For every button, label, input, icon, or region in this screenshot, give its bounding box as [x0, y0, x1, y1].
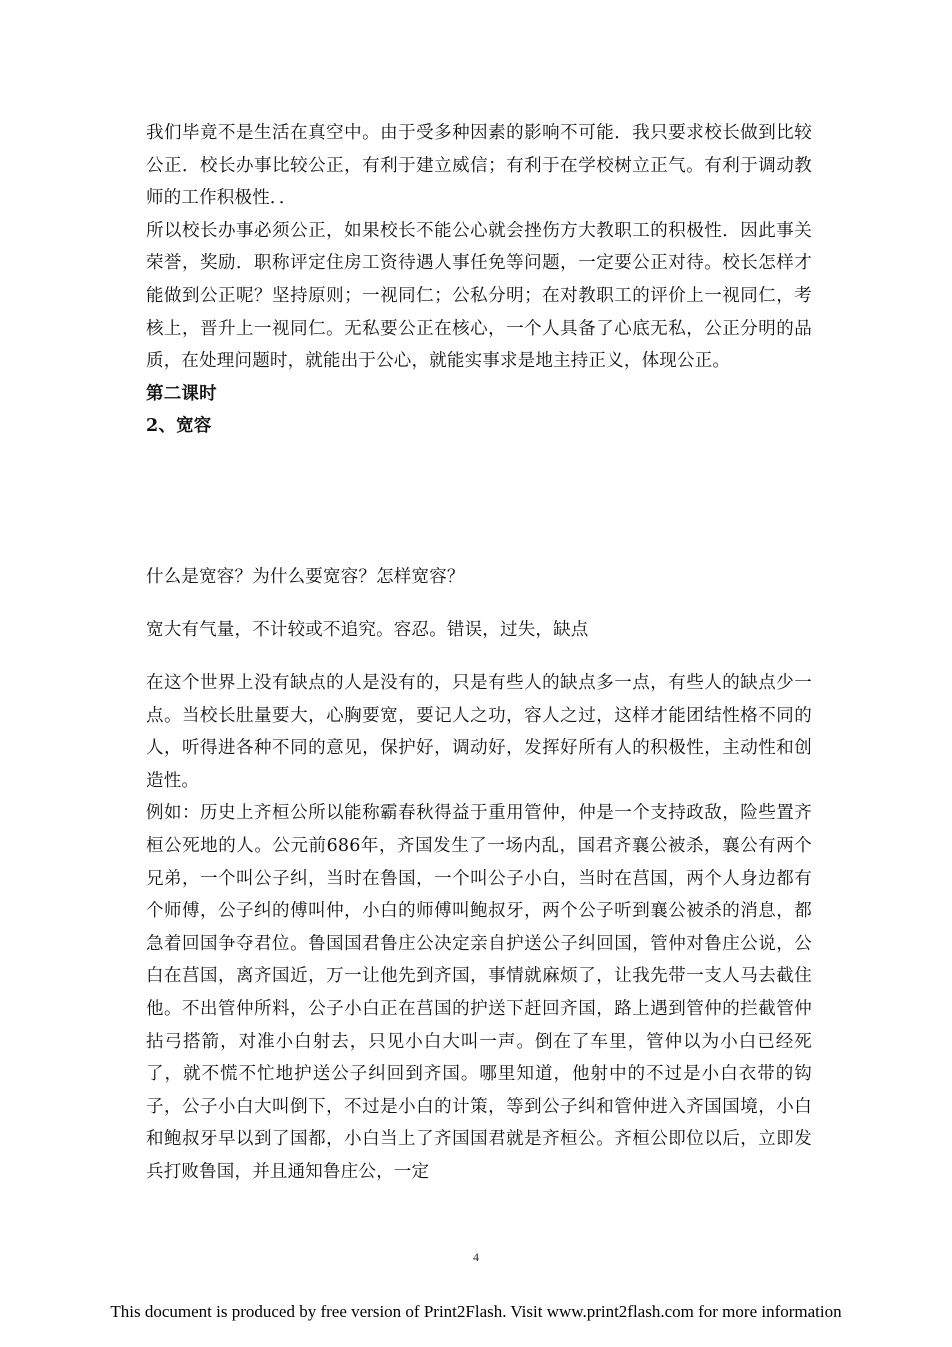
intro-section: [146, 117, 812, 443]
print2flash-footer: This document is produced by free version of Print2Flash. Visit www.print2flash.com for more information: [110, 1302, 842, 1321]
definition-line: [146, 614, 812, 647]
paragraph-tolerance-1: 在这个世界上没有缺点的人是没有的，只是有些人的缺点多一点，有些人的缺点少一点。当校长肚量要大，心胸要宽，要记人之功，容人之过，这样才能团结性格不同的人，听得进各种不同的意见，保护好，调动好，发挥好所有人的积极性，主动性和创造性。: [146, 673, 812, 791]
heading-second-lesson: 第二课时: [146, 383, 217, 404]
paragraph-question: 什么是宽容？为什么要宽容？怎样宽容？: [146, 567, 465, 587]
paragraph-fairness-2: 所以校长办事必须公正，如果校长不能公心就会挫伤方大教职工的积极性．因此事关荣誉，奖励．职称评定住房工资待遇人事任免等问题，一定要公正对待。校长怎样才能做到公正呢？坚持原则；一视同仁；公私分明；在对教职工的评价上一视同仁，考核上，晋升上一视同仁。无私要公正在核心，一个人具备了心底无私，公正分明的品质，在处理问题时，就能出于公心，就能实事求是地主持正义，体现公正。: [146, 220, 812, 372]
body-section: [146, 667, 812, 1189]
paragraph-definition: 宽大有气量，不计较或不追究。容忍。错误，过失，缺点: [146, 620, 589, 640]
heading-tolerance: 2、宽容: [146, 416, 212, 437]
paragraph-fairness-1: 我们毕竟不是生活在真空中。由于受多种因素的影响不可能．我只要求校长做到比较公正．校长办事比较公正，有利于建立威信；有利于在学校树立正气。有利于调动教师的工作积极性．．: [146, 123, 812, 209]
paragraph-example: 例如：历史上齐桓公所以能称霸春秋得益于重用管仲，仲是一个支持政敌，险些置齐桓公死地的人。公元前686年，齐国发生了一场内乱，国君齐襄公被杀，襄公有两个兄弟，一个叫公子纠，当时在鲁国，一个叫公子小白，当时在莒国，两个人身边都有个师傅，公子纠的傅叫仲，小白的师傅叫鲍叔牙，两个公子听到襄公被杀的消息，都急着回国争夺君位。鲁国国君鲁庄公决定亲自护送公子纠回国，管仲对鲁庄公说，公白在莒国，离齐国近，万一让他先到齐国，事情就麻烦了，让我先带一支人马去截住他。不出管仲所料，公子小白正在莒国的护送下赶回齐国，路上遇到管仲的拦截管仲拈弓搭箭，对准小白射去，只见小白大叫一声。倒在了车里，管仲以为小白已经死了，就不慌不忙地护送公子纠回到齐国。哪里知道，他射中的不过是小白衣带的钩子，公子小白大叫倒下，不过是小白的计策，等到公子纠和管仲进入齐国国境，小白和鲍叔牙早以到了国都，小白当上了齐国国君就是齐桓公。齐桓公即位以后，立即发兵打败鲁国，并且通知鲁庄公，一定: [146, 803, 812, 1182]
question-line: [146, 561, 812, 594]
page-number: 4: [473, 1250, 479, 1264]
